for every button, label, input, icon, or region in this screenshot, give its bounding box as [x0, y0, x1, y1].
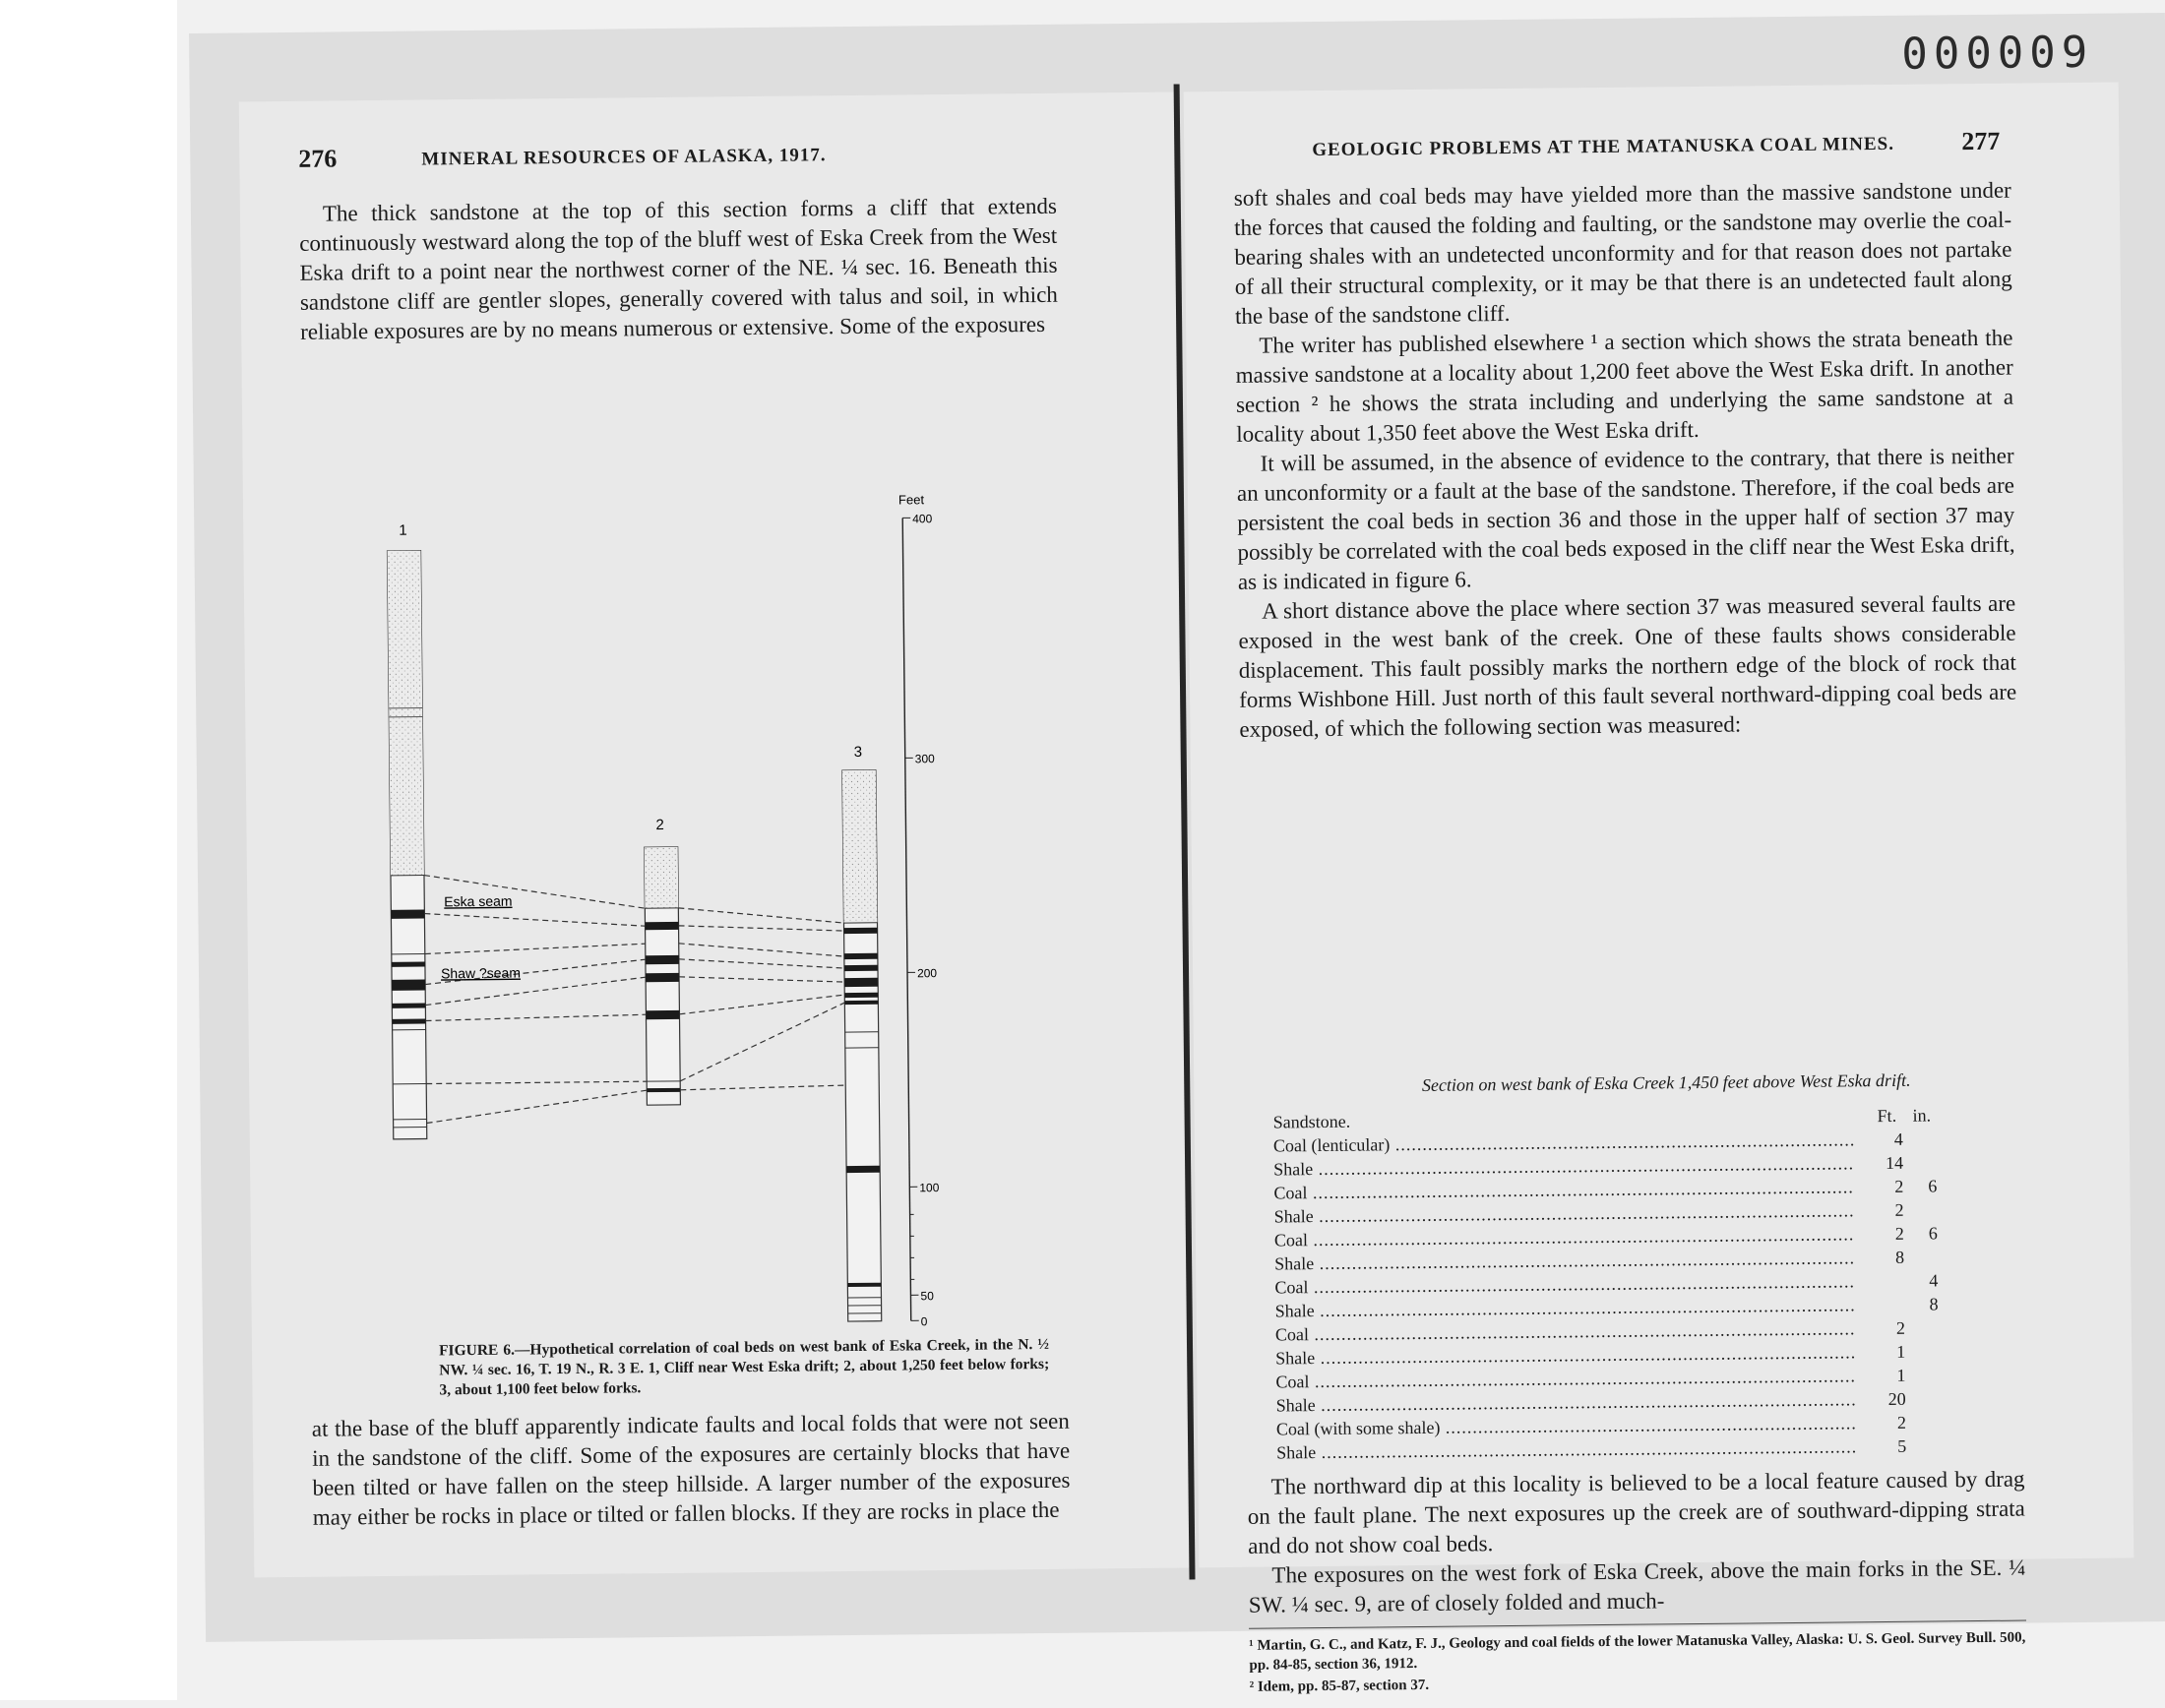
table-header-first: Sandstone. [1273, 1112, 1351, 1133]
paragraph-top [299, 192, 1059, 347]
row-ft: 2 [1865, 1200, 1904, 1221]
row-label: Coal ..... [1274, 1224, 1855, 1250]
paragraph: The thick sandstone at the top of this section forms a cliff that extends continuously westward along the top of the bluff west of Eska Creek from the West Eska drift to a point near the northwest corner of the NE. ¼ sec. 16. Beneath this sandstone cliff are gentler slopes, generally covered with talus and soil, in which reliable exposures are by no means numerous or extensive. Some of the exposures [299, 192, 1059, 347]
figure-caption: FIGURE 6.—Hypothetical correlation of coal beds on west bank of Eska Creek, in the N. ½ NW. ¼ sec. 16, T. 19 N., R. 3 E. 1, Cliff near West Eska drift; 2, about 1,250 feet below forks; 3, about 1,100 feet below forks. [439, 1335, 1050, 1400]
scale-tick-label: 200 [917, 966, 937, 980]
row-ft: 8 [1865, 1248, 1904, 1268]
scan-border [0, 0, 177, 1700]
column-label: 3 [854, 744, 863, 761]
paragraph: soft shales and coal beds may have yielded more than the massive sandstone under the forces that caused the folding and faulting, or the sandstone may overlie the coal-bearing shales with an undetected unconformity and for that reason does not partake of all their structural complexity, or it may be that there is an undetected fault along the base of the sandstone cliff. [1234, 176, 2013, 332]
section-table [1184, 82, 2119, 92]
row-ft: 2 [1865, 1224, 1904, 1245]
scale-tick-label: 50 [920, 1289, 934, 1303]
row-label: Coal (with some shale) ..... [1276, 1413, 1857, 1439]
figure-correlation-diagram [350, 390, 970, 1345]
section-column-3 [842, 744, 882, 1321]
seam-label-eska: Eska seam [444, 893, 512, 910]
row-label: Coal ..... [1274, 1271, 1855, 1298]
footnote-rule [1249, 1620, 2026, 1629]
row-label: Shale ..... [1274, 1200, 1855, 1227]
row-ft: 2 [1866, 1318, 1905, 1339]
right-page [1184, 82, 2134, 1567]
paragraph: It will be assumed, in the absence of evidence to the contrary, that there is neither an unconformity or a fault at the base of the sandstone. Therefore, if the coal beds are persistent the coal beds in section 36 and those in the upper half of section 37 may possibly be correlated with the coal beds exposed in the cliff near the West Eska drift, as is indicated in figure 6. [1236, 442, 2015, 597]
paragraph-after-table [1247, 1465, 2026, 1620]
page-number: 277 [1961, 127, 2000, 156]
row-ft: 2 [1864, 1177, 1903, 1197]
row-ft: 4 [1864, 1129, 1903, 1150]
row-in: 4 [1914, 1270, 1938, 1291]
row-label: Coal ..... [1275, 1318, 1856, 1345]
row-ft: 2 [1867, 1413, 1906, 1434]
row-label: Coal ..... [1275, 1366, 1856, 1392]
row-ft: 5 [1867, 1436, 1906, 1457]
book-spread [189, 13, 2165, 1642]
scale-title: Feet [898, 492, 925, 507]
scale-tick-label: 400 [912, 512, 932, 525]
paragraph-bottom [312, 1407, 1071, 1533]
footnote-1: ¹ Martin, G. C., and Katz, F. J., Geology and coal fields of the lower Matanuska Valley, Alaska: U. S. Geol. Survey Bull. 500, pp. 84-85, section 36, 1912. [1249, 1628, 2026, 1676]
scale-tick-label: 0 [921, 1314, 928, 1328]
archive-stamp: 000009 [1901, 28, 2093, 80]
row-label: Shale ..... [1275, 1342, 1856, 1369]
scale-tick-label: 300 [915, 752, 935, 765]
column-label: 1 [399, 522, 407, 539]
paragraph: The writer has published elsewhere ¹ a section which shows the strata beneath the massive sandstone at a locality about 1,200 feet above the West Eska drift. In another section ² he shows the strata including and underlying the same sandstone at a locality about 1,350 feet above the West Eska drift. [1235, 324, 2013, 450]
paragraph: The exposures on the west fork of Eska Creek, above the main forks in the SE. ¼ SW. ¼ sec. 9, are of closely folded and much- [1248, 1554, 2026, 1620]
row-label: Shale ..... [1276, 1389, 1857, 1416]
row-label: Shale ..... [1276, 1436, 1857, 1463]
paragraph: A short distance above the place where section 37 was measured several faults are exposed in the west bank of the creek. One of these faults shows considerable displacement. This fault possibly marks the northern edge of the block of rock that forms Wishbone Hill. Just north of this fault several northward-dipping coal beds are exposed, of which the following section was measured: [1238, 589, 2017, 745]
left-page [239, 92, 1190, 1578]
table-header-in: in. [1913, 1106, 1932, 1127]
paragraph: The northward dip at this locality is believed to be a local feature caused by drag on the fault plane. The next exposures up the creek are of southward-dipping strata and do not show coal beds. [1247, 1465, 2025, 1561]
paragraph-block [1234, 176, 2017, 745]
row-label: Coal (lenticular) ..... [1273, 1129, 1854, 1156]
page-number: 276 [298, 144, 337, 173]
row-label: Shale ..... [1273, 1153, 1854, 1180]
row-in: 6 [1914, 1223, 1938, 1244]
section-column-1 [387, 522, 427, 1139]
row-label: Shale ..... [1274, 1248, 1855, 1274]
scale-tick-label: 100 [919, 1181, 939, 1194]
correlation-diagram [350, 390, 970, 1340]
row-ft: 1 [1866, 1366, 1905, 1386]
row-in: 6 [1913, 1176, 1937, 1196]
row-label: Coal ..... [1273, 1177, 1854, 1203]
table-header-ft: Ft. [1878, 1106, 1897, 1127]
row-ft: 14 [1864, 1153, 1903, 1174]
row-ft: 20 [1867, 1389, 1906, 1410]
row-label: Shale ..... [1275, 1295, 1856, 1321]
section-column-2 [644, 817, 680, 1105]
column-label: 2 [655, 817, 664, 833]
row-in: 8 [1915, 1294, 1939, 1314]
paragraph: at the base of the bluff apparently indicate faults and local folds that were not seen in the sandstone of the cliff. Some of the exposures are certainly blocks that have been tilted or have fallen on the steep hillside. A larger number of the exposures may either be rocks in place or tilted or fallen blocks. If they are rocks in place the [312, 1407, 1071, 1533]
running-head: MINERAL RESOURCES OF ALASKA, 1917. [421, 145, 826, 170]
seam-label-shaw: Shaw ?seam [441, 965, 521, 982]
row-ft: 1 [1866, 1342, 1905, 1363]
running-head: GEOLOGIC PROBLEMS AT THE MATANUSKA COAL MINES. [1312, 134, 1894, 161]
vertical-scale [898, 492, 941, 1328]
footnote-2: ² Idem, pp. 85-87, section 37. [1250, 1670, 2027, 1697]
section-caption: Section on west bank of Eska Creek 1,450 feet above West Eska drift. [1322, 1069, 2010, 1097]
